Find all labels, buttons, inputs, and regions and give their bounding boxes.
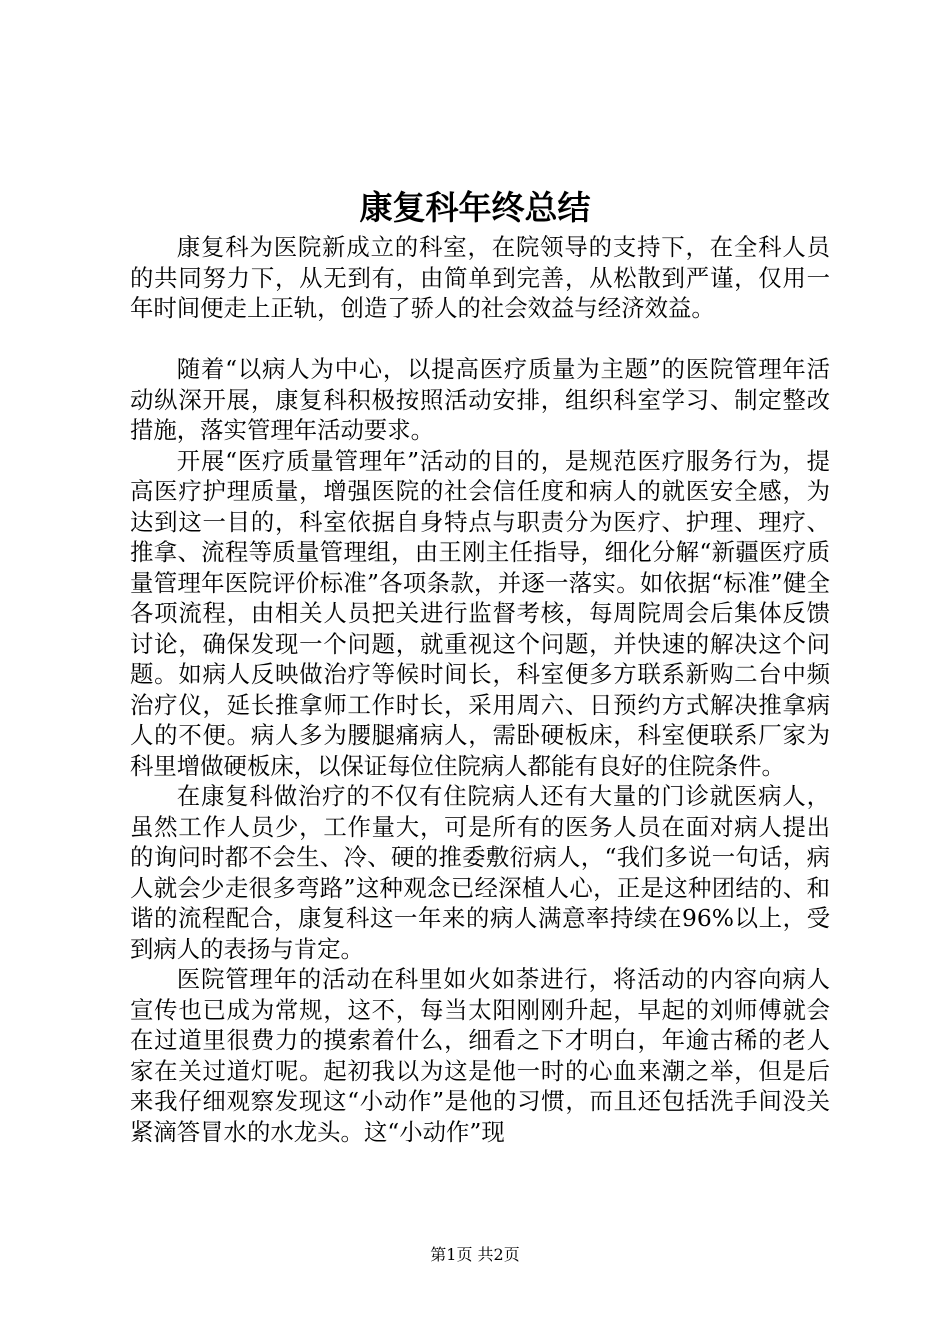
document-body [130,232,830,1147]
page-footer: 第1页 共2页 [430,1245,520,1264]
paragraph-quality-activity: 开展“医疗质量管理年”活动的目的，是规范医疗服务行为，提高医疗护理质量，增强医院的社会信任度和病人的就医安全感，为达到这一目的，科室依据自身特点与职责分为医疗、护理、理疗、推拿、流程等质量管理组，由王刚主任指导，细化分解“新疆医疗质量管理年医院评价标准”各项条款，并逐一落实。如依据“标准”健全各项流程，由相关人员把关进行监督考核，每周院周会后集体反馈讨论，确保发现一个问题，就重视这个问题，并快速的解决这个问题。如病人反映做治疗等候时间长，科室便多方联系新购二台中频治疗仪，延长推拿师工作时长，采用周六、日预约方式解决推拿病人的不便。病人多为腰腿痛病人，需卧硬板床，科室便联系厂家为科里增做硬板床，以保证每位住院病人都能有良好的住院条件。 [130,446,830,780]
paragraph-patient-promotion: 医院管理年的活动在科里如火如荼进行，将活动的内容向病人宣传也已成为常规，这不，每当太阳刚刚升起，早起的刘师傅就会在过道里很费力的摸索着什么，细看之下才明白，年逾古稀的老人家在关过道灯呢。起初我以为这是他一时的心血来潮之举，但是后来我仔细观察发现这“小动作”是他的习惯，而且还包括洗手间没关紧滴答冒水的水龙头。这“小动作”现 [130,965,830,1146]
paragraph-outpatient-service: 在康复科做治疗的不仅有住院病人还有大量的门诊就医病人，虽然工作人员少，工作量大，可是所有的医务人员在面对病人提出的询问时都不会生、冷、硬的推委敷衍病人，“我们多说一句话，病人就会少走很多弯路”这种观念已经深植人心，正是这种团结的、和谐的流程配合，康复科这一年来的病人满意率持续在96%以上，受到病人的表扬与肯定。 [130,782,830,963]
paragraph-management-year: 随着“以病人为中心，以提高医疗质量为主题”的医院管理年活动纵深开展，康复科积极按照活动安排，组织科室学习、制定整改措施，落实管理年活动要求。 [130,355,830,444]
paragraph-spacer [130,324,830,355]
document-title: 康复科年终总结 [359,188,591,227]
paragraph-intro: 康复科为医院新成立的科室，在院领导的支持下，在全科人员的共同努力下，从无到有，由简单到完善，从松散到严谨，仅用一年时间便走上正轨，创造了骄人的社会效益与经济效益。 [130,233,830,322]
